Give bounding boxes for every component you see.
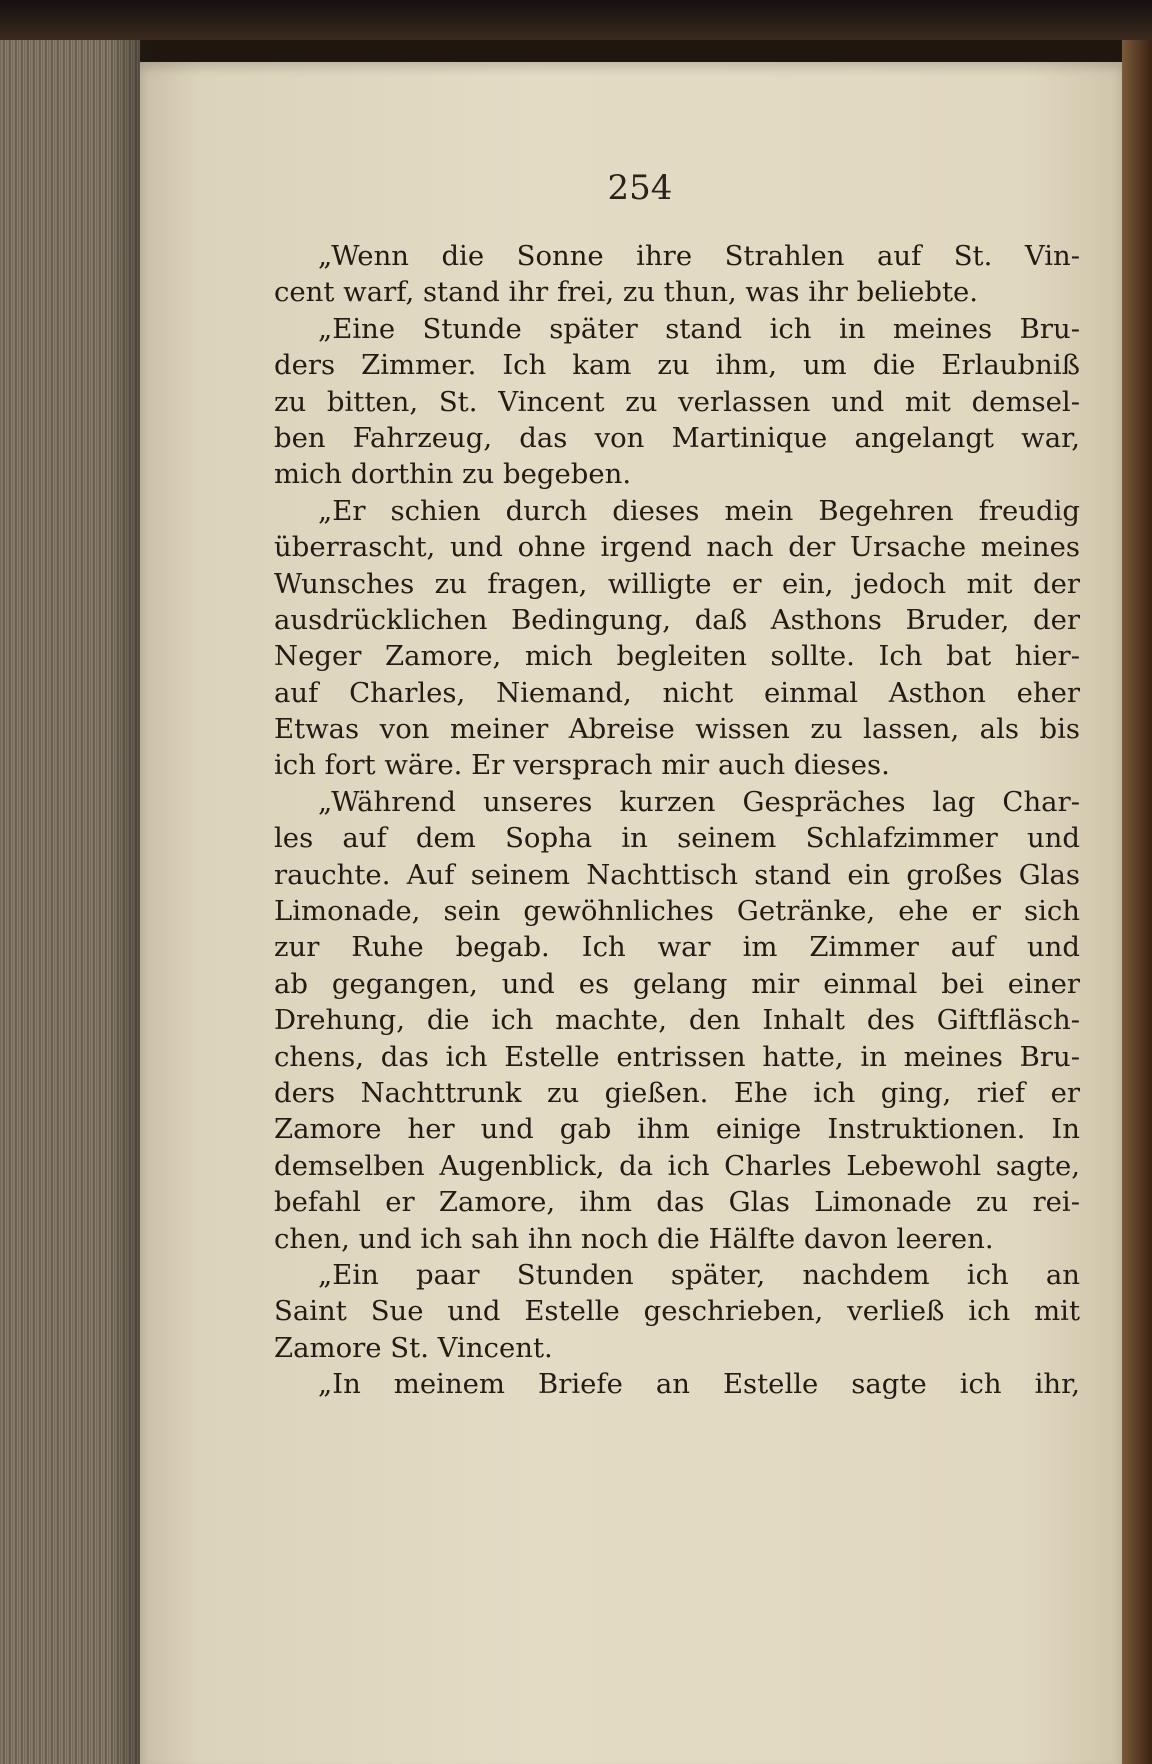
text-line: ben Fahrzeug, das von Martinique angelangt war, [274,421,1080,454]
text-line: Neger Zamore, mich begleiten sollte. Ich bat hier- [274,640,1080,673]
page-number: 254 [607,168,673,208]
text-line: cent warf, stand ihr frei, zu thun, was ihr beliebte. [274,276,979,309]
text-line: auf Charles, Niemand, nicht einmal Asthon eher [274,676,1080,709]
text-line: ausdrücklichen Bedingung, daß Asthons Bruder, der [274,603,1080,636]
text-line: „Eine Stunde später stand ich in meines Bru- [318,312,1080,345]
text-line: zu bitten, St. Vincent zu verlassen und mit demsel- [274,385,1080,418]
text-line: ich fort wäre. Er versprach mir auch dieses. [274,749,890,782]
text-line: ders Nachttrunk zu gießen. Ehe ich ging, rief er [274,1076,1080,1109]
text-line: chen, und ich sah ihn noch die Hälfte davon leeren. [274,1222,994,1255]
text-line: „In meinem Briefe an Estelle sagte ich ihr, [318,1368,1080,1401]
text-line: Drehung, die ich machte, den Inhalt des Giftfläsch- [274,1004,1080,1037]
text-line: befahl er Zamore, ihm das Glas Limonade zu rei- [274,1186,1080,1219]
text-line: chens, das ich Estelle entrissen hatte, in meines Bru- [274,1040,1080,1073]
text-line: „Während unseres kurzen Gespräches lag Char- [318,785,1080,818]
text-line: „Wenn die Sonne ihre Strahlen auf St. Vin- [318,240,1080,272]
text-line: rauchte. Auf seinem Nachttisch stand ein großes Glas [274,858,1080,891]
text-line: Limonade, sein gewöhnliches Getränke, ehe er sich [274,895,1080,928]
text-line: Saint Sue und Estelle geschrieben, verließ ich mit [274,1295,1080,1328]
text-line: „Ein paar Stunden später, nachdem ich an [318,1258,1080,1291]
text-line: Zamore St. Vincent. [274,1331,553,1364]
text-line: les auf dem Sopha in seinem Schlafzimmer und [274,822,1080,855]
text-line: mich dorthin zu begeben. [274,458,632,491]
text-line: Zamore her und gab ihm einige Instruktionen. In [274,1113,1080,1146]
text-line: demselben Augenblick, da ich Charles Lebewohl sagte, [274,1149,1080,1182]
text-line: Etwas von meiner Abreise wissen zu lassen, als bis [274,713,1080,746]
text-line: „Er schien durch dieses mein Begehren freudig [318,494,1080,527]
page-text [274,238,1080,1403]
text-line: überrascht, und ohne irgend nach der Ursache meines [274,531,1080,564]
text-line: Wunsches zu fragen, willigte er ein, jedoch mit der [274,567,1080,600]
text-line: zur Ruhe begab. Ich war im Zimmer auf und [274,931,1080,964]
book-spine-edge [1122,40,1152,1764]
text-line: ab gegangen, und es gelang mir einmal bei einer [274,967,1080,1000]
book-cover-edge [0,0,1152,40]
text-line: ders Zimmer. Ich kam zu ihm, um die Erlaubniß [274,349,1080,382]
